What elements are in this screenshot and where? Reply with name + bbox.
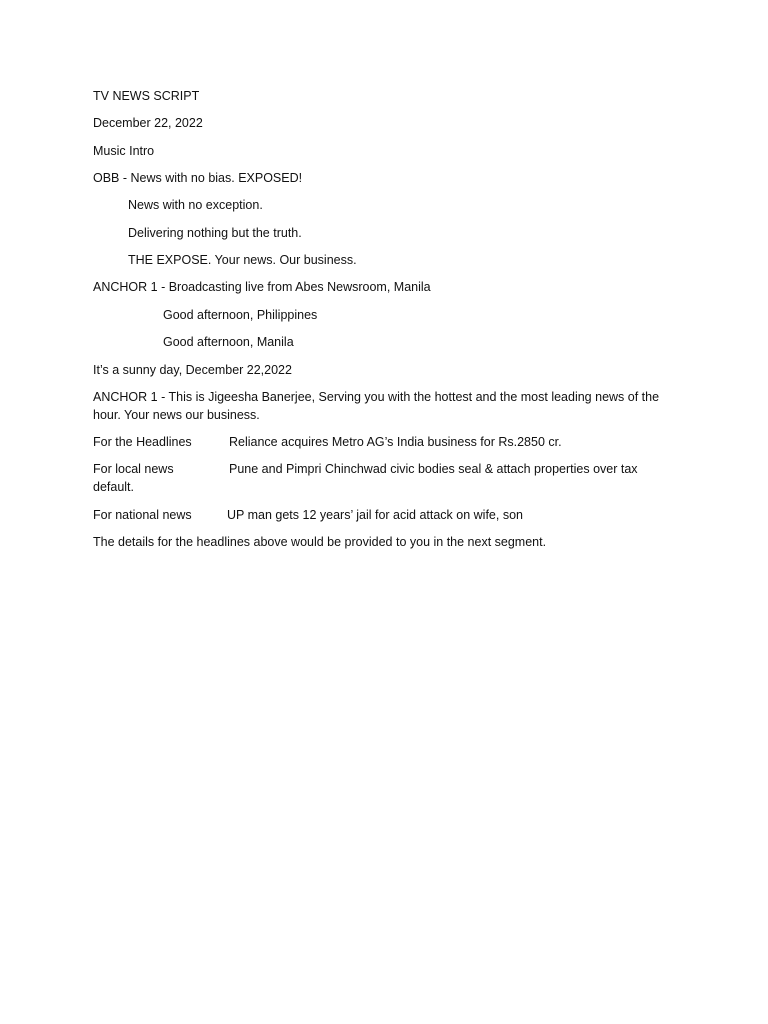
anchor-intro-line-3: Good afternoon, Manila [163, 335, 294, 349]
headlines-label: For the Headlines [93, 435, 192, 449]
obb-line-4: THE EXPOSE. Your news. Our business. [128, 253, 357, 267]
obb-line-2: News with no exception. [128, 198, 263, 212]
script-date: December 22, 2022 [93, 116, 203, 130]
national-news-label: For national news [93, 508, 192, 522]
script-title: TV NEWS SCRIPT [93, 89, 200, 103]
weather-line: It’s a sunny day, December 22,2022 [93, 363, 292, 377]
obb-line-1: OBB - News with no bias. EXPOSED! [93, 171, 303, 185]
anchor-intro-line-2: Good afternoon, Philippines [163, 308, 318, 322]
headlines-text: Reliance acquires Metro AG’s India business for Rs.2850 cr. [229, 435, 562, 449]
anchor-intro-line-1: ANCHOR 1 - Broadcasting live from Abes Newsroom, Manila [93, 280, 431, 294]
national-news-text: UP man gets 12 years’ jail for acid attack on wife, son [227, 508, 523, 522]
obb-line-3: Delivering nothing but the truth. [128, 226, 302, 240]
local-news-continuation: default. [93, 480, 135, 494]
local-news-text: Pune and Pimpri Chinchwad civic bodies seal & attach properties over tax [229, 462, 638, 476]
closing-line: The details for the headlines above would be provided to you in the next segment. [93, 535, 547, 549]
anchor-intro-paragraph: ANCHOR 1 - This is Jigeesha Banerjee, Serving you with the hottest and the most leading news of the hour. Your news our business. [93, 390, 660, 422]
local-news-label: For local news [93, 462, 174, 476]
music-intro: Music Intro [93, 144, 155, 158]
